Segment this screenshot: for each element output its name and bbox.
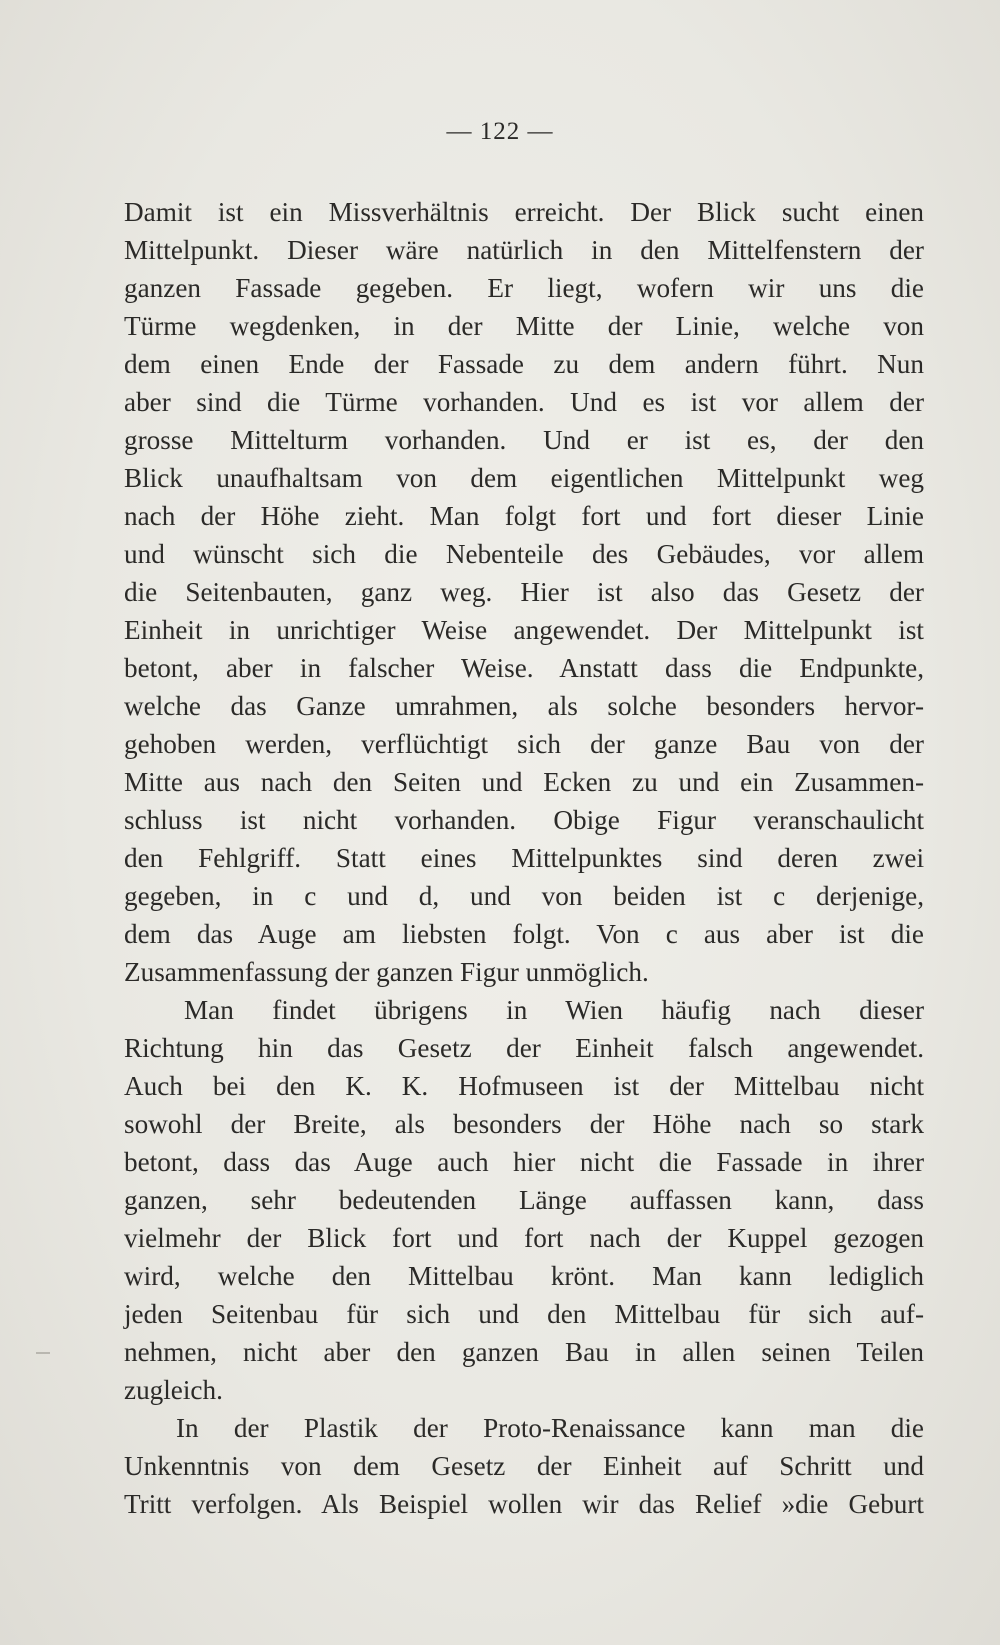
paragraph-first-line: Man findet übrigens in Wien häufig nach dieser bbox=[184, 995, 924, 1025]
text-line: betont, aber in falscher Weise. Anstatt dass die Endpunkte, bbox=[124, 653, 924, 683]
text-line: jeden Seitenbau für sich und den Mittelbau für sich auf- bbox=[124, 1299, 924, 1329]
text-line: dem das Auge am liebsten folgt. Von c aus aber ist die bbox=[124, 919, 924, 949]
text-line: grosse Mittelturm vorhanden. Und er ist es, der den bbox=[124, 425, 924, 455]
margin-mark bbox=[36, 1352, 50, 1354]
text-line: vielmehr der Blick fort und fort nach der Kuppel gezogen bbox=[124, 1223, 924, 1253]
paragraph-last-line: zugleich. bbox=[124, 1375, 223, 1405]
text-line: welche das Ganze umrahmen, als solche besonders hervor- bbox=[124, 691, 924, 721]
text-line: Auch bei den K. K. Hofmuseen ist der Mittelbau nicht bbox=[124, 1071, 924, 1101]
text-line: wird, welche den Mittelbau krönt. Man kann lediglich bbox=[124, 1261, 924, 1291]
text-line: aber sind die Türme vorhanden. Und es ist vor allem der bbox=[124, 387, 924, 417]
text-line: Unkenntnis von dem Gesetz der Einheit auf Schritt und bbox=[124, 1451, 924, 1481]
text-line: Mittelpunkt. Dieser wäre natürlich in den Mittelfenstern der bbox=[124, 235, 924, 265]
paragraph-first-line: In der Plastik der Proto-Renaissance kann man die bbox=[176, 1413, 924, 1443]
text-line: Damit ist ein Missverhältnis erreicht. Der Blick sucht einen bbox=[124, 197, 924, 227]
text-line: nach der Höhe zieht. Man folgt fort und fort dieser Linie bbox=[124, 501, 924, 531]
text-line: Mitte aus nach den Seiten und Ecken zu und ein Zusammen- bbox=[124, 767, 924, 797]
text-line: dem einen Ende der Fassade zu dem andern führt. Nun bbox=[124, 349, 924, 379]
text-line: Richtung hin das Gesetz der Einheit falsch angewendet. bbox=[124, 1033, 924, 1063]
text-line: nehmen, nicht aber den ganzen Bau in allen seinen Teilen bbox=[124, 1337, 924, 1367]
text-line: sowohl der Breite, als besonders der Höhe nach so stark bbox=[124, 1109, 924, 1139]
text-line: die Seitenbauten, ganz weg. Hier ist also das Gesetz der bbox=[124, 577, 924, 607]
text-line: Tritt verfolgen. Als Beispiel wollen wir das Relief »die Geburt bbox=[124, 1489, 924, 1519]
text-line: betont, dass das Auge auch hier nicht die Fassade in ihrer bbox=[124, 1147, 924, 1177]
text-line: Einheit in unrichtiger Weise angewendet. Der Mittelpunkt ist bbox=[124, 615, 924, 645]
paragraph-last-line: Zusammenfassung der ganzen Figur unmöglich. bbox=[124, 957, 649, 987]
page-number: — 122 — bbox=[446, 118, 554, 145]
text-line: ganzen, sehr bedeutenden Länge auffassen kann, dass bbox=[124, 1185, 924, 1215]
text-line: ganzen Fassade gegeben. Er liegt, wofern wir uns die bbox=[124, 273, 924, 303]
body-text bbox=[124, 193, 924, 1523]
text-line: und wünscht sich die Nebenteile des Gebäudes, vor allem bbox=[124, 539, 924, 569]
text-line: schluss ist nicht vorhanden. Obige Figur veranschaulicht bbox=[124, 805, 924, 835]
text-line: den Fehlgriff. Statt eines Mittelpunktes sind deren zwei bbox=[124, 843, 924, 873]
text-line: Blick unaufhaltsam von dem eigentlichen Mittelpunkt weg bbox=[124, 463, 924, 493]
text-line: gegeben, in c und d, und von beiden ist c derjenige, bbox=[124, 881, 924, 911]
text-line: gehoben werden, verflüchtigt sich der ganze Bau von der bbox=[124, 729, 924, 759]
text-line: Türme wegdenken, in der Mitte der Linie, welche von bbox=[124, 311, 924, 341]
